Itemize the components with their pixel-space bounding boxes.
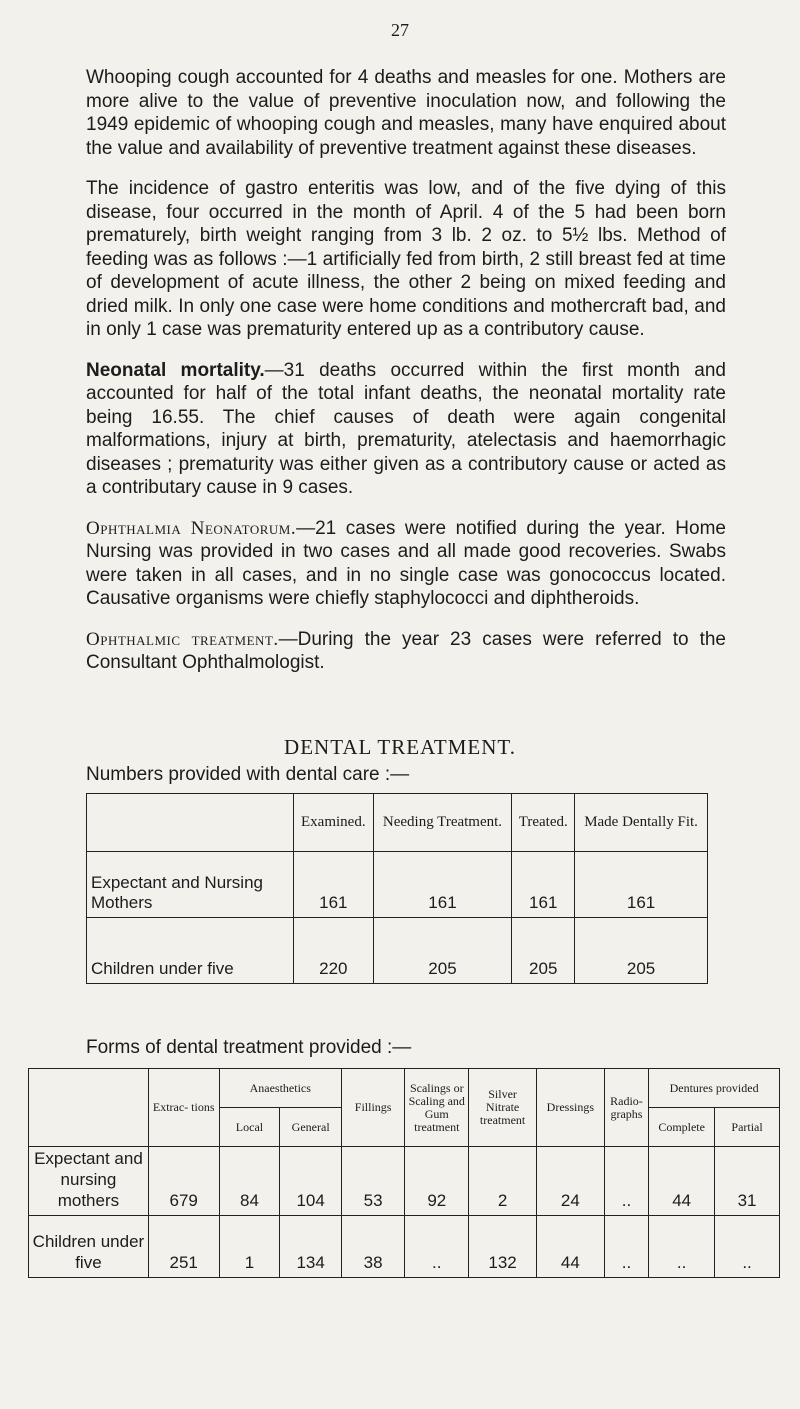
dental-forms-table (28, 1068, 780, 1278)
table-header-row (29, 1069, 780, 1108)
header-needing-treatment: Needing Treatment. (373, 794, 512, 852)
paragraph-ophthalmic-treatment (86, 628, 726, 675)
table-cell: .. (405, 1216, 469, 1278)
table-cell: 104 (280, 1147, 342, 1216)
numbers-caption: Numbers provided with dental care :— (86, 764, 410, 785)
table-cell: 205 (512, 918, 575, 984)
header-general: General (280, 1108, 342, 1147)
ophthalmia-text: —21 cases were notified during the year. Home Nursing was provided in two cases and all made good recoveries. Swabs were taken in all cases, and in no single case was gonococcus located. Causative organisms were chiefly staphylococci and diphtheroids. (86, 517, 726, 609)
table-cell: 161 (373, 852, 512, 918)
header-complete: Complete (649, 1108, 715, 1147)
table-cell: 220 (294, 918, 374, 984)
header-radiographs: Radio- graphs (604, 1069, 648, 1147)
table-cell: 161 (294, 852, 374, 918)
table-cell: .. (649, 1216, 715, 1278)
paragraph-gastro-enteritis: The incidence of gastro enteritis was low, and of the five dying of this disease, four occurred in the month of April. 4 of the 5 had been born prematurely, birth weight ranging from 3 lb. 2 oz. to 5½ lbs. Method of feeding was as follows :—1 artificially fed from birth, 2 still breast fed at time of development of acute illness, the other 2 being on mixed feeding and dried milk. In only one case were home conditions and mothercraft bad, and in only 1 case was prematurity entered up as a contributory cause. (86, 178, 726, 340)
dental-numbers-table (86, 793, 708, 984)
header-treated: Treated. (512, 794, 575, 852)
table-cell: 251 (148, 1216, 219, 1278)
paragraph-neonatal-mortality (86, 359, 726, 500)
forms-caption: Forms of dental treatment provided :— (86, 1037, 412, 1058)
empty-header-cell (87, 794, 294, 852)
header-dentures: Dentures provided (649, 1069, 780, 1108)
row-label: Expectant and Nursing Mothers (87, 852, 294, 918)
row-label: Children under five (29, 1216, 149, 1278)
table-cell: .. (604, 1216, 648, 1278)
page-number: 27 (391, 20, 409, 40)
table-cell: 53 (341, 1147, 404, 1216)
table-cell: 1 (219, 1216, 280, 1278)
header-extractions: Extrac- tions (148, 1069, 219, 1147)
header-partial: Partial (715, 1108, 780, 1147)
table-cell: 205 (373, 918, 512, 984)
table-cell: 84 (219, 1147, 280, 1216)
table-cell: 38 (341, 1216, 404, 1278)
table-cell: 44 (649, 1147, 715, 1216)
table-cell: 205 (575, 918, 708, 984)
table-cell: 24 (536, 1147, 604, 1216)
table-cell: 161 (512, 852, 575, 918)
ophthalmic-treatment-text: —During the year 23 cases were referred to the Consultant Ophthalmologist. (86, 628, 727, 673)
header-examined: Examined. (294, 794, 374, 852)
row-label: Children under five (87, 918, 294, 984)
header-silver-nitrate: Silver Nitrate treatment (469, 1069, 537, 1147)
ophthalmia-heading: Ophthalmia Neonatorum. (86, 517, 297, 539)
header-local: Local (219, 1108, 280, 1147)
header-fillings: Fillings (341, 1069, 404, 1147)
table-cell: 132 (469, 1216, 537, 1278)
table-cell: 2 (469, 1147, 537, 1216)
table-cell: 161 (575, 852, 708, 918)
table-cell: 92 (405, 1147, 469, 1216)
empty-header-cell (29, 1069, 149, 1147)
neonatal-mortality-heading: Neonatal mortality. (86, 359, 265, 381)
header-scalings: Scalings or Scaling and Gum treatment (405, 1069, 469, 1147)
dental-treatment-title: DENTAL TREATMENT. (284, 735, 516, 759)
header-anaesthetics: Anaesthetics (219, 1069, 341, 1108)
header-made-dentally-fit: Made Dentally Fit. (575, 794, 708, 852)
table-cell: .. (715, 1216, 780, 1278)
table-row (29, 1216, 780, 1278)
header-dressings: Dressings (536, 1069, 604, 1147)
table-cell: 31 (715, 1147, 780, 1216)
table-cell: 679 (148, 1147, 219, 1216)
table-cell: 44 (536, 1216, 604, 1278)
row-label: Expectant and nursing mothers (29, 1147, 149, 1216)
paragraph-ophthalmia (86, 517, 726, 611)
paragraph-whooping-cough: Whooping cough accounted for 4 deaths and measles for one. Mothers are more alive to the value of preventive inoculation now, and following the 1949 epidemic of whooping cough and measles, many have enquired about the value and availability of preventive treatment against these diseases. (86, 67, 726, 159)
table-row (87, 918, 708, 984)
table-row (29, 1147, 780, 1216)
table-header-row (87, 794, 708, 852)
body-text (86, 66, 726, 692)
ophthalmic-treatment-heading: Ophthalmic treatment. (86, 628, 279, 650)
table-cell: 134 (280, 1216, 342, 1278)
table-cell: .. (604, 1147, 648, 1216)
table-row (87, 852, 708, 918)
neonatal-mortality-text: —31 deaths occurred within the first month and accounted for half of the total infant deaths, the neonatal mortality rate being 16.55. The chief causes of death were again congenital malformations, injury at birth, prematurity, atelectasis and haemorrhagic diseases ; prematurity was either given as a contributory cause or acted as a contributary cause in 9 cases. (86, 359, 726, 498)
